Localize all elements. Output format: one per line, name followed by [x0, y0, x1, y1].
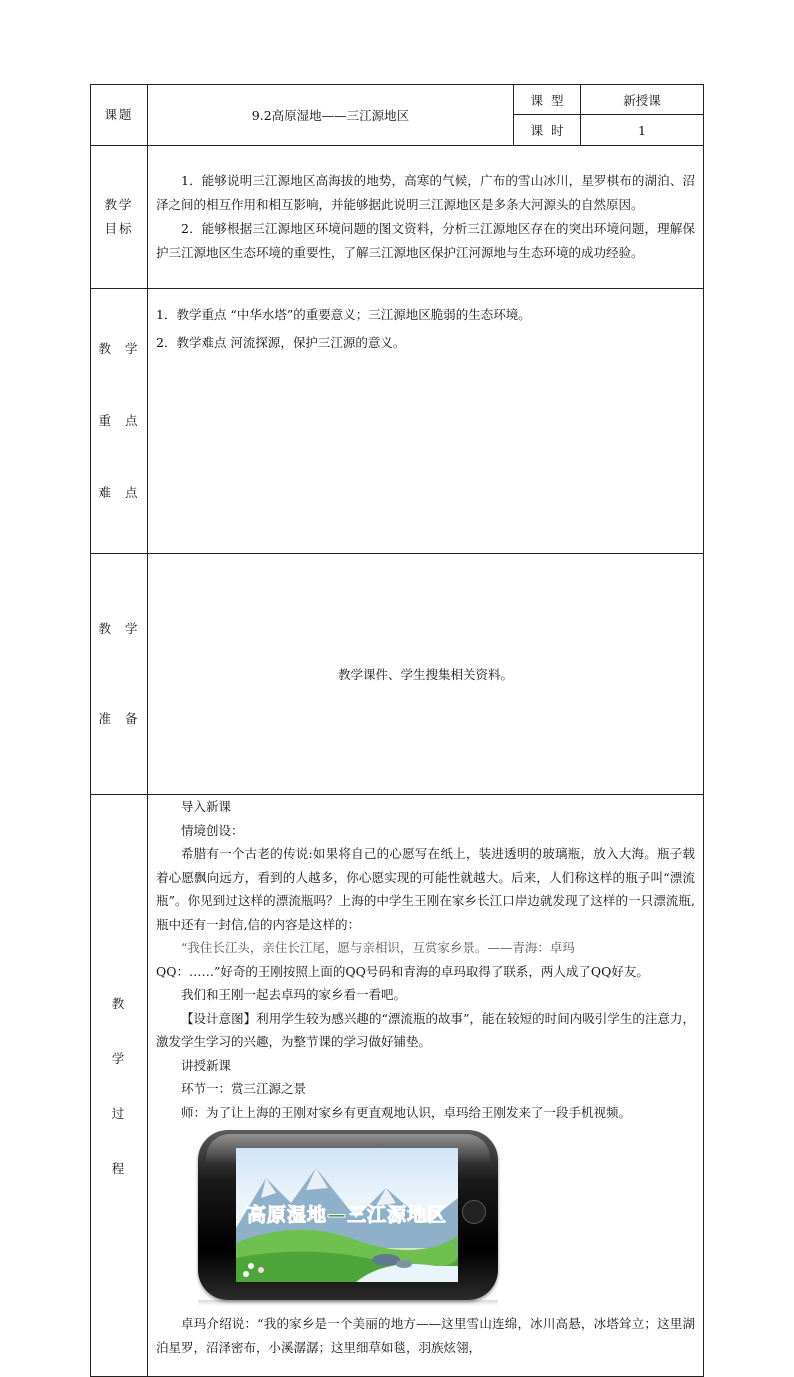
- section1-title: 环节一：赏三江源之景: [181, 1081, 307, 1096]
- keypoint-2: 2．教学难点 河流探源，保护三江源的意义。: [156, 335, 406, 350]
- story-paragraph: 希腊有一个古老的传说:如果将自己的心愿写在纸上，装进透明的玻璃瓶，放入大海。瓶子载着心愿飘向远方，看到的人越多，你心愿实现的可能性就越大。后来，人们称这样的瓶子叫“漂流瓶”。你见到过这样的漂流瓶吗？上海的中学生王刚在家乡长江口岸边就发现了这样的一只漂流瓶,瓶中还有一封信,信的内容是这样的：: [156, 846, 695, 932]
- lesson-type-value: 新授课: [581, 85, 704, 115]
- goal-1: 1．能够说明三江源地区高海拔的地势，高寒的气候，广布的雪山冰川，星罗棋布的湖泊、沼泽之间的相互作用和相互影响，并能够据此说明三江源地区是多条大河源头的自然原因。: [156, 173, 695, 212]
- process-label-char-2: 学: [111, 1050, 127, 1066]
- phone-home-button-icon: [462, 1200, 486, 1224]
- goals-content: [148, 146, 704, 289]
- prep-label-line1: 教 学: [98, 621, 140, 636]
- new-lesson-title: 讲授新课: [181, 1057, 232, 1073]
- letter-tail: QQ：……”好奇的王刚按照上面的QQ号码和青海的卓玛取得了联系，两人成了QQ好友。: [156, 963, 649, 979]
- intro-title: 导入新课: [181, 799, 232, 814]
- letter-quote: “我住长江头，亲住长江尾，愿与亲相识，互赏家乡景。——青海：卓玛: [181, 940, 575, 955]
- phone-video-image: [156, 1130, 695, 1308]
- prep-label-line2: 准 备: [98, 711, 140, 726]
- keypoints-label-line3: 难 点: [98, 485, 140, 500]
- scene-title: 情境创设：: [181, 822, 244, 838]
- process-label: [91, 795, 148, 1377]
- process-label-char-1: 教: [111, 995, 127, 1011]
- goals-label-line1: 教学: [104, 197, 134, 212]
- process-label-char-3: 过: [111, 1105, 127, 1121]
- phone-frame: [198, 1130, 498, 1300]
- keypoint-1: 1．教学重点 “中华水塔”的重要意义；三江源地区脆弱的生态环境。: [156, 307, 531, 322]
- video-title: 高原湿地—三江源地区: [246, 1204, 447, 1226]
- keypoints-label: [91, 289, 148, 554]
- zhuoma-intro: 卓玛介绍说：“我的家乡是一个美丽的地方——这里雪山连绵，冰川高悬，冰塔耸立；这里湖泊星罗，沼泽密布，小溪潺潺；这里细草如毯，羽族炫翎，: [156, 1316, 695, 1355]
- lesson-type-label: 课 型: [514, 85, 581, 115]
- class-hours-label: 课 时: [514, 115, 581, 146]
- goal-2: 2．能够根据三江源地区环境问题的图文资料，分析三江源地区存在的突出环境问题，理解保护三江源地区生态环境的重要性，了解三江源地区保护江河源地与生态环境的成功经验。: [156, 221, 695, 260]
- design-intent: 【设计意图】利用学生较为感兴趣的“漂流瓶的故事”，能在较短的时间内吸引学生的注意力，激发学生学习的兴趣，为整节课的学习做好铺垫。: [156, 1010, 695, 1049]
- keypoints-label-line2: 重 点: [98, 413, 140, 428]
- video-screen: [236, 1148, 458, 1282]
- process-label-char-4: 程: [111, 1160, 127, 1176]
- process-content: [148, 795, 704, 1377]
- goals-label-line2: 目标: [104, 221, 134, 236]
- topic-label: 课题: [91, 85, 148, 146]
- prep-content: 教学课件、学生搜集相关资料。: [148, 554, 704, 795]
- goals-label: [91, 146, 148, 289]
- class-hours-value: 1: [581, 115, 704, 146]
- keypoints-label-line1: 教 学: [98, 341, 140, 356]
- visit-line: 我们和王刚一起去卓玛的家乡看一看吧。: [181, 987, 407, 1002]
- teacher-line: 师：为了让上海的王刚对家乡有更直观地认识，卓玛给王刚发来了一段手机视频。: [181, 1104, 632, 1120]
- lesson-plan-table: [90, 84, 704, 1377]
- keypoints-content: [148, 289, 704, 554]
- topic-value: 9.2高原湿地——三江源地区: [148, 85, 514, 146]
- prep-label: [91, 554, 148, 795]
